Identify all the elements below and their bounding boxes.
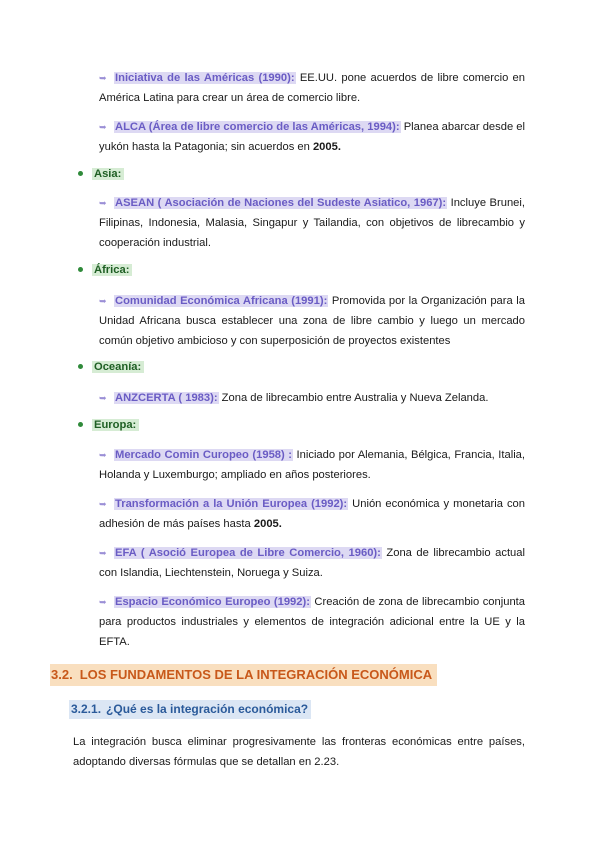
list-item [99,291,525,351]
section-heading [50,664,437,686]
region-label: Oceanía: [92,361,144,373]
arrow-bullet-icon: ➥ [99,122,107,132]
list-item [99,117,525,157]
subsection-number: 3.2.1. [71,702,102,716]
list-item [99,445,525,485]
item-text: Planea abarcar desde el yukón hasta la Patagonia; sin acuerdos en [99,121,525,153]
item-text: Zona de librecambio actual con Islandia, Liechtenstein, Noruega y Suiza. [99,547,525,579]
arrow-bullet-icon: ➥ [99,73,107,83]
list-item [99,592,525,652]
region-label: África: [92,264,132,276]
list-item [99,388,525,408]
item-title: Transformación a la Unión Europea (1992): [115,498,348,510]
bullet-icon [78,267,83,272]
item-title: ASEAN ( Asociación de Naciones del Sudeste Asiatico, 1967): [115,197,447,209]
item-title: Mercado Comin Curopeo (1958) : [115,449,292,461]
subsection-title: ¿Qué es la integración económica? [106,702,309,716]
section-title: LOS FUNDAMENTOS DE LA INTEGRACIÓN ECONÓMICA [79,667,433,682]
bullet-icon [78,364,83,369]
item-title: Iniciativa de las Américas (1990): [115,72,295,84]
region-heading-africa [74,262,132,279]
body-paragraph: La integración busca eliminar progresivamente las fronteras económicas entre países, adoptando diversas fórmulas que se detallan en 2.23. [73,736,525,768]
bullet-icon [78,171,83,176]
region-heading-oceania [74,359,144,376]
item-text: Iniciado por Alemania, Bélgica, Francia, Italia, Holanda y Luxemburgo; ampliado en años posteriores. [99,449,526,481]
arrow-bullet-icon: ➥ [99,296,107,306]
item-bold-year: 2005. [253,518,282,530]
item-text: EE.UU. pone acuerdos de libre comercio en América Latina para crear un área de comercio libre. [99,72,525,104]
list-item [99,494,525,534]
item-text: Incluye Brunei, Filipinas, Indonesia, Malasia, Singapur y Tailandia, con objetivos de librecambio y cooperación industrial. [99,197,525,249]
item-title: ALCA (Área de libre comercio de las Américas, 1994): [115,121,400,133]
region-heading-asia [74,166,124,183]
item-title: Comunidad Económica Africana (1991): [115,295,328,307]
item-text: Unión económica y monetaria con adhesión de más países hasta [99,498,525,530]
item-text: Zona de librecambio entre Australia y Nueva Zelanda. [218,392,489,404]
item-bold-year: 2005. [312,141,341,153]
arrow-bullet-icon: ➥ [99,198,107,208]
item-title: ANZCERTA ( 1983): [115,392,218,404]
item-text: Promovida por la Organización para la Unidad Africana busca establecer una zona de libre cambio y luego un mercado común objetivo ambicioso y con superposición de proyectos existentes [99,295,525,347]
region-heading-europa [74,417,139,434]
item-text: Creación de zona de librecambio conjunta para productos industriales y elementos de integración adicional entre la UE y la EFTA. [99,596,525,648]
item-title: EFA ( Asoció Europea de Libre Comercio, 1960): [115,547,381,559]
region-label: Asia: [92,168,124,180]
arrow-bullet-icon: ➥ [99,393,107,403]
arrow-bullet-icon: ➥ [99,548,107,558]
section-number: 3.2. [51,667,73,682]
list-item [99,193,525,253]
list-item [99,68,525,108]
list-item [99,543,525,583]
bullet-icon [78,422,83,427]
subsection-heading [69,700,311,719]
arrow-bullet-icon: ➥ [99,597,107,607]
arrow-bullet-icon: ➥ [99,450,107,460]
region-label: Europa: [92,419,139,431]
arrow-bullet-icon: ➥ [99,499,107,509]
item-title: Espacio Económico Europeo (1992): [115,596,310,608]
